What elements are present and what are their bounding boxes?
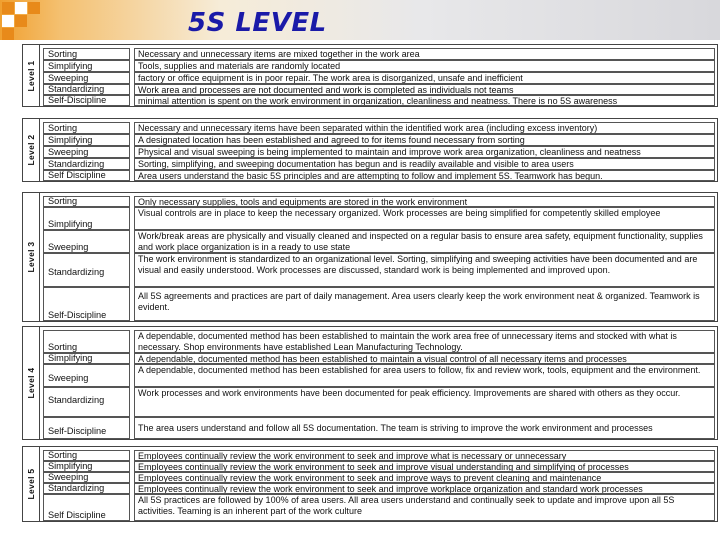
level-label: Level 3 [23,193,40,321]
description-cell: Only necessary supplies, tools and equipments are stored in the work environment [134,196,715,207]
decor-square [2,28,14,40]
principle-cell: Standardizing [43,158,130,170]
description-cell: A dependable, documented method has been established for area users to follow, fix and review work, tools, equipment and the environment. [134,364,715,387]
description-cell: A dependable, documented method has been established to maintain the work area free of unnecessary items and stocked with what is necessary. Shop environments have established Lean Manufacturing Technology. [134,330,715,353]
table-row [40,134,717,146]
table-row [40,72,717,84]
description-cell: Visual controls are in place to keep the necessary organized. Work processes are being simplified for competently skilled employee [134,207,715,230]
table-row [40,95,717,106]
principle-cell: Self-Discipline [43,287,130,321]
table-row [40,196,717,207]
principle-cell: Sweeping [43,146,130,158]
principle-cell: Self Discipline [43,494,130,521]
principle-cell: Sweeping [43,472,130,483]
table-row [40,330,717,353]
description-cell: Necessary and unnecessary items have been separated within the identified work area (including excess inventory) [134,122,715,134]
description-cell: A designated location has been established and agreed to for items found necessary from sorting [134,134,715,146]
description-cell: The area users understand and follow all 5S documentation. The team is striving to improve the work environment and processes [134,417,715,439]
level-2-block [22,118,718,182]
description-cell: Employees continually review the work environment to seek and improve what is necessary or unnecessary [134,450,715,461]
table-row [40,450,717,461]
description-cell: Area users understand the basic 5S principles and are attempting to follow and implement 5S. Teamwork has begun. [134,170,715,181]
level-4-block [22,326,718,440]
description-cell: Work processes and work environments have been documented for peak efficiency. Improvements are shared with others as they occur. [134,387,715,417]
table-row [40,387,717,417]
table-row [40,207,717,230]
description-cell: All 5S agreements and practices are part of daily management. Area users clearly keep the work environment neat & organized. Teamwork is evident. [134,287,715,321]
description-cell: Work/break areas are physically and visually cleaned and inspected on a regular basis to ensure area safety, equipment functionality, supplies and work place organization is in a ready to use state [134,230,715,253]
table-row [40,84,717,95]
principle-cell: Sorting [43,48,130,60]
description-cell: A dependable, documented method has been established to maintain a visual control of all necessary items and processes [134,353,715,364]
description-cell: All 5S practices are followed by 100% of area users. All area users understand and continually seek to update and improve upon all 5S activities. Teaming is an inherent part of the work culture [134,494,715,521]
principle-cell: Sorting [43,450,130,461]
description-cell: The work environment is standardized to an organizational level. Sorting, simplifying and sweeping activities have been documented and are visual and easily understood. Work processes are discussed, standard work is being implemented and improved upon. [134,253,715,287]
principle-cell: Sorting [43,122,130,134]
table-row [40,230,717,253]
level-3-block [22,192,718,322]
principle-cell: Simplifying [43,353,130,364]
level-5-block [22,446,718,522]
decor-square [15,2,27,14]
level-label: Level 5 [23,447,40,521]
description-cell: Work area and processes are not documented and work is completed as individuals not teams [134,84,715,95]
description-cell: minimal attention is spent on the work environment in organization, cleanliness and neatness. There is no 5S awareness [134,95,715,106]
table-row [40,48,717,60]
level-label: Level 2 [23,119,40,181]
table-row [40,170,717,181]
decor-square [2,15,14,27]
principle-cell: Self-Discipline [43,95,130,106]
five-s-level-table [22,44,718,524]
description-cell: Employees continually review the work environment to seek and improve workplace organization and standard work processes [134,483,715,494]
decor-square [15,15,27,27]
level-label: Level 1 [23,45,40,106]
description-cell: Physical and visual sweeping is being implemented to maintain and improve work area organization, cleanliness and neatness [134,146,715,158]
table-row [40,472,717,483]
principle-cell: Standardizing [43,253,130,287]
table-row [40,461,717,472]
description-cell: factory or office equipment is in poor repair. The work area is disorganized, unsafe and inefficient [134,72,715,84]
level-1-block [22,44,718,107]
table-row [40,287,717,321]
decor-square [2,2,14,14]
header-banner [0,0,720,40]
principle-cell: Self Discipline [43,170,130,181]
principle-cell: Simplifying [43,60,130,72]
principle-cell: Sorting [43,330,130,353]
principle-cell: Simplifying [43,134,130,146]
principle-cell: Standardizing [43,483,130,494]
principle-cell: Simplifying [43,461,130,472]
principle-cell: Sweeping [43,72,130,84]
principle-cell: Sweeping [43,364,130,387]
principle-cell: Sweeping [43,230,130,253]
table-row [40,253,717,287]
table-row [40,353,717,364]
description-cell: Tools, supplies and materials are randomly located [134,60,715,72]
description-cell: Necessary and unnecessary items are mixed together in the work area [134,48,715,60]
table-row [40,146,717,158]
description-cell: Employees continually review the work environment to seek and improve visual understanding and simplifying of processes [134,461,715,472]
description-cell: Sorting, simplifying, and sweeping documentation has begun and is readily available and visible to area users [134,158,715,170]
decor-square [28,2,40,14]
table-row [40,60,717,72]
description-cell: Employees continually review the work environment to seek and improve ways to prevent cleaning and maintenance [134,472,715,483]
principle-cell: Simplifying [43,207,130,230]
principle-cell: Sorting [43,196,130,207]
table-row [40,364,717,387]
table-row [40,122,717,134]
table-row [40,417,717,439]
table-row [40,483,717,494]
page-title: 5S LEVEL [188,8,327,38]
table-row [40,158,717,170]
table-row [40,494,717,521]
level-label: Level 4 [23,327,40,439]
principle-cell: Self-Discipline [43,417,130,439]
principle-cell: Standardizing [43,84,130,95]
principle-cell: Standardizing [43,387,130,417]
